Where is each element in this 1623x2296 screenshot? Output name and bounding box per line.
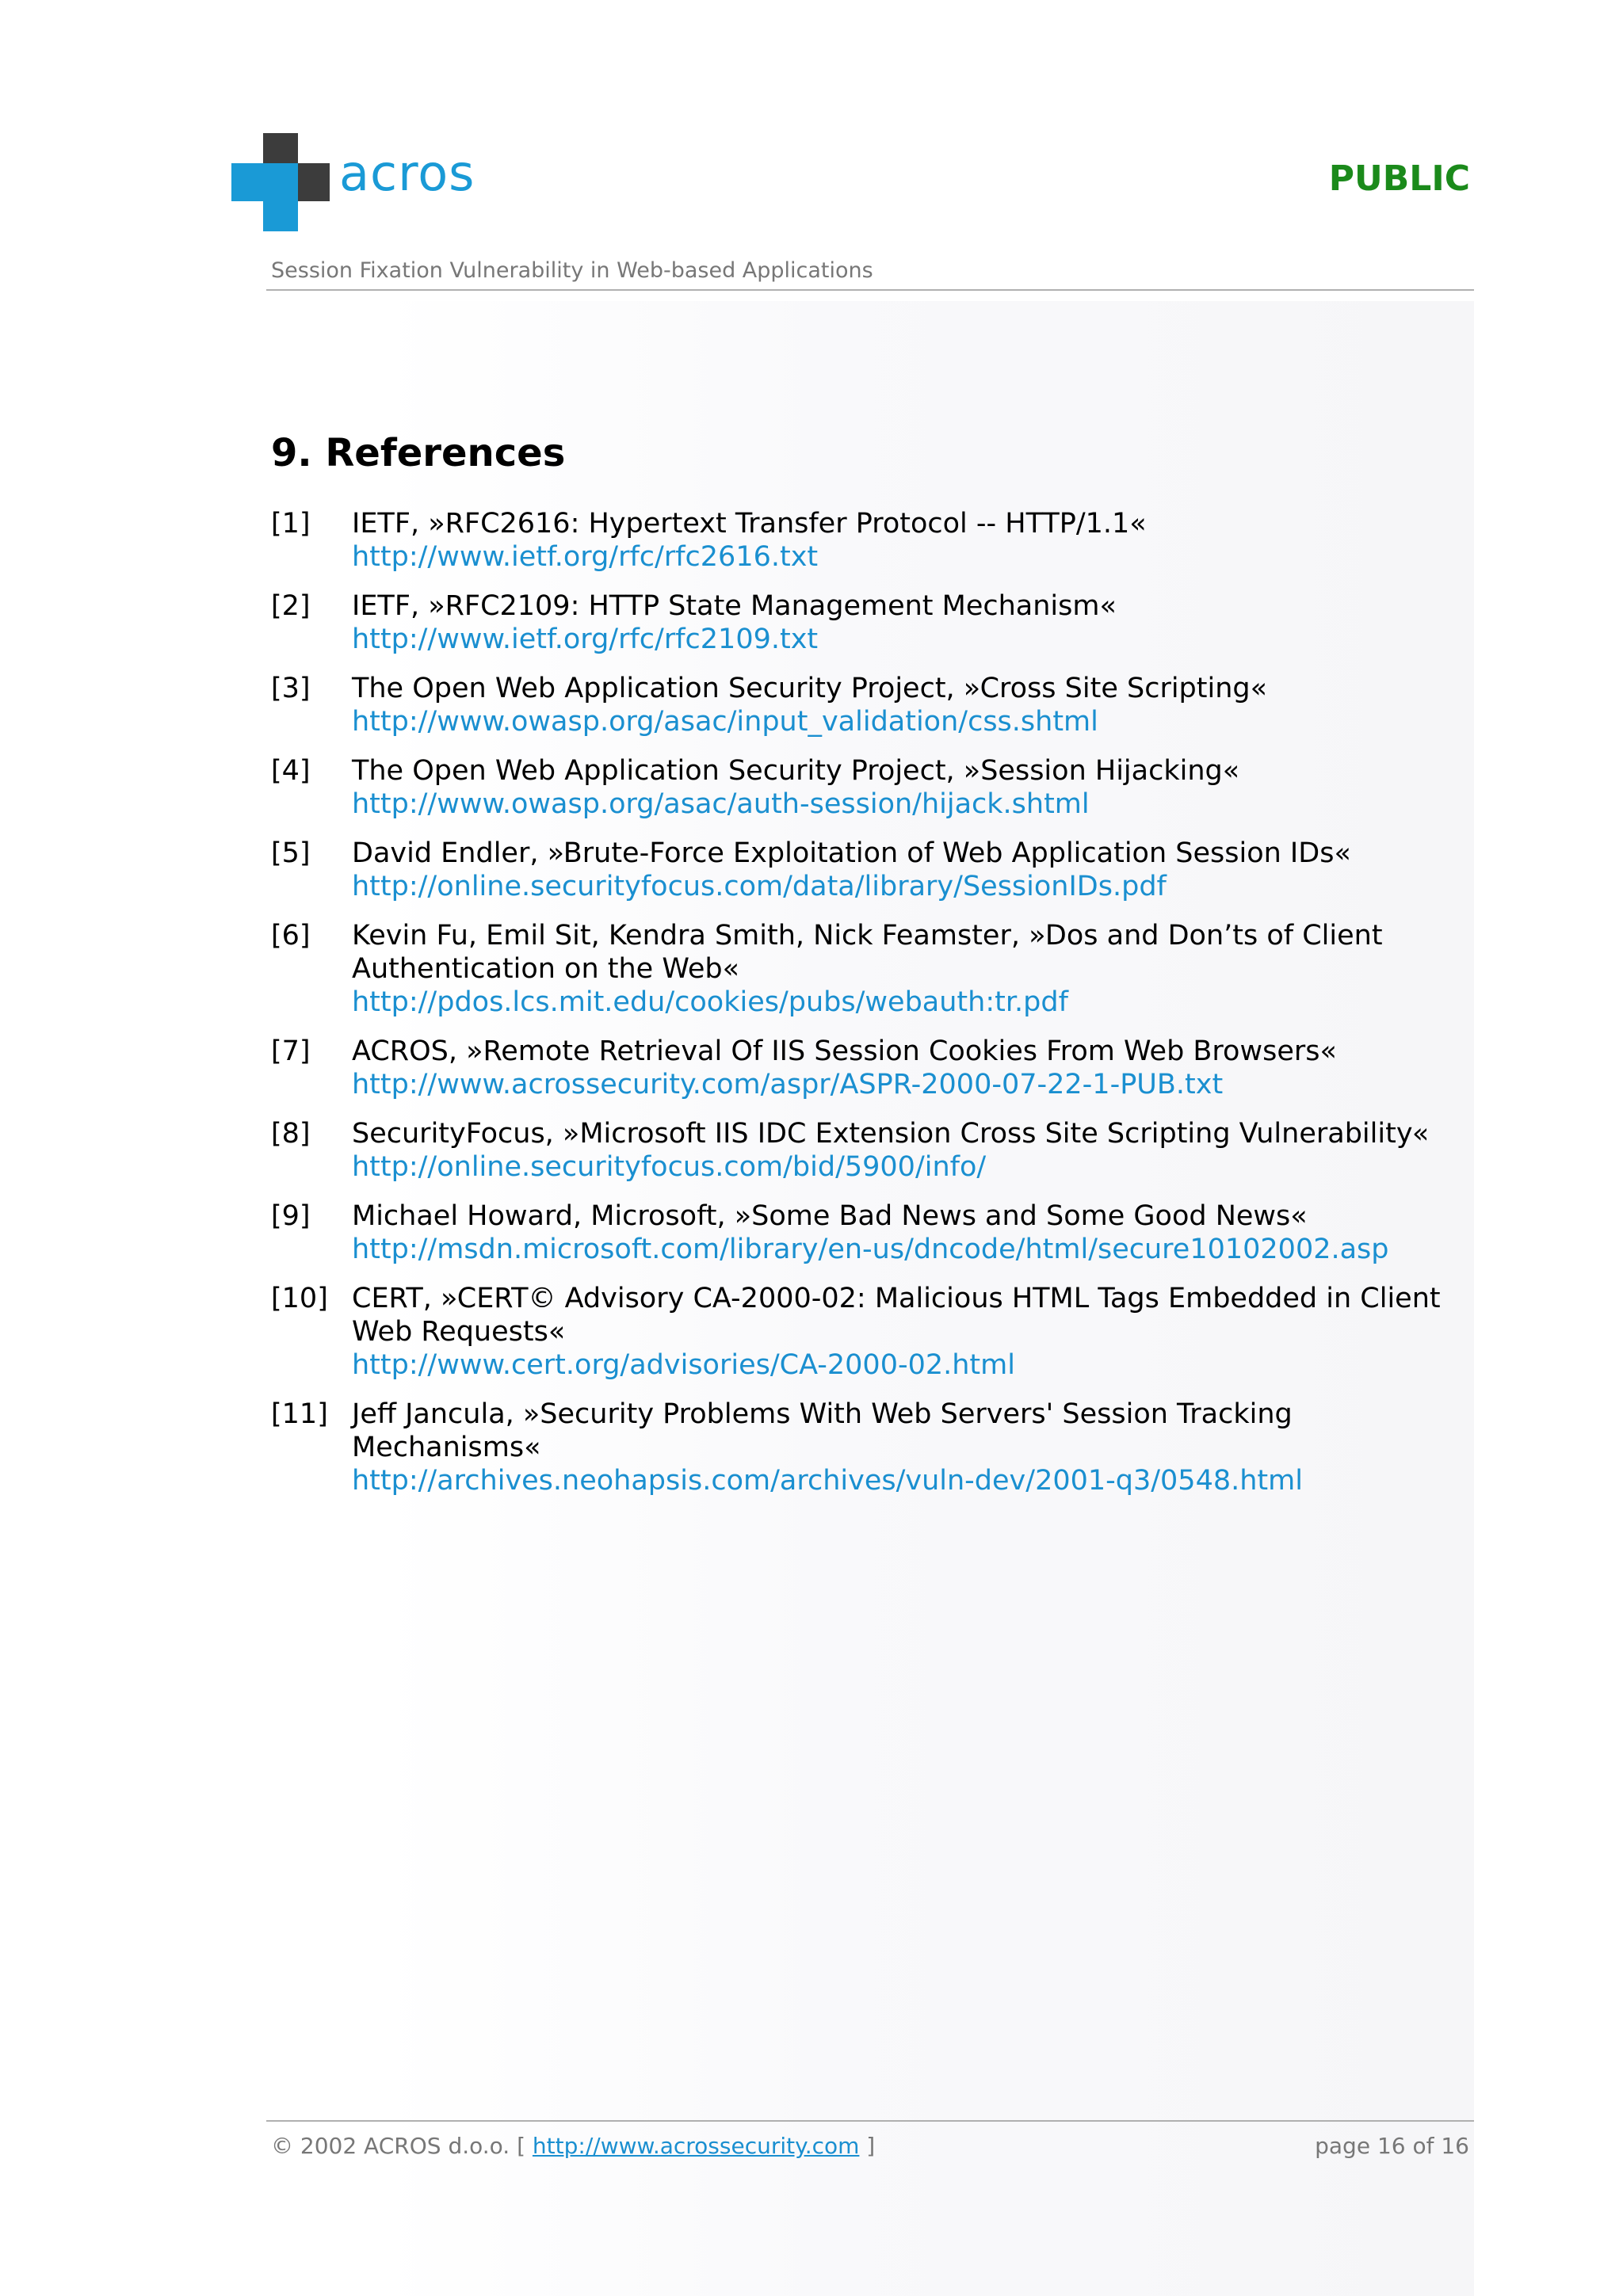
- reference-item: [271, 1199, 1476, 1266]
- reference-item: [271, 589, 1476, 656]
- reference-text: CERT, »CERT© Advisory CA-2000-02: Malicious HTML Tags Embedded in Client Web Requests«: [352, 1283, 1441, 1348]
- reference-item: [271, 754, 1476, 821]
- reference-number: [1]: [271, 508, 311, 540]
- reference-link[interactable]: http://www.cert.org/advisories/CA-2000-02.html: [352, 1349, 1015, 1381]
- reference-number: [4]: [271, 755, 311, 787]
- reference-number: [9]: [271, 1200, 311, 1232]
- reference-number: [6]: [271, 920, 311, 952]
- reference-link[interactable]: http://www.owasp.org/asac/input_validation/css.shtml: [352, 706, 1098, 738]
- reference-item: [271, 1398, 1476, 1497]
- reference-number: [10]: [271, 1283, 328, 1314]
- copyright-bracket: ]: [859, 2133, 876, 2159]
- reference-link[interactable]: http://pdos.lcs.mit.edu/cookies/pubs/webauth:tr.pdf: [352, 986, 1068, 1018]
- reference-text: ACROS, »Remote Retrieval Of IIS Session Cookies From Web Browsers«: [352, 1035, 1337, 1067]
- reference-link[interactable]: http://www.acrossecurity.com/aspr/ASPR-2000-07-22-1-PUB.txt: [352, 1069, 1224, 1100]
- reference-number: [5]: [271, 837, 311, 869]
- page-number: page 16 of 16: [1315, 2133, 1469, 2159]
- reference-link[interactable]: http://online.securityfocus.com/data/library/SessionIDs.pdf: [352, 871, 1167, 902]
- acros-logo: [231, 133, 501, 231]
- reference-item: [271, 919, 1476, 1019]
- logo-wordmark: acros: [339, 144, 475, 202]
- footer-divider: [266, 2120, 1474, 2122]
- reference-number: [2]: [271, 590, 311, 622]
- reference-link[interactable]: http://www.ietf.org/rfc/rfc2616.txt: [352, 541, 819, 573]
- references-list: [271, 507, 1476, 1513]
- acros-cross-logo-icon: [231, 133, 330, 231]
- reference-item: [271, 1117, 1476, 1184]
- reference-link[interactable]: http://archives.neohapsis.com/archives/vuln-dev/2001-q3/0548.html: [352, 1465, 1303, 1497]
- reference-link[interactable]: http://online.securityfocus.com/bid/5900/info/: [352, 1151, 987, 1183]
- reference-item: [271, 1035, 1476, 1101]
- reference-text: SecurityFocus, »Microsoft IIS IDC Extension Cross Site Scripting Vulnerability«: [352, 1118, 1430, 1150]
- reference-text: Kevin Fu, Emil Sit, Kendra Smith, Nick Feamster, »Dos and Don’ts of Client Authentication on the Web«: [352, 920, 1383, 985]
- reference-number: [7]: [271, 1035, 311, 1067]
- header-divider: [266, 289, 1474, 291]
- reference-text: The Open Web Application Security Project, »Cross Site Scripting«: [352, 673, 1268, 704]
- section-title: 9. References: [271, 431, 566, 475]
- reference-text: The Open Web Application Security Project, »Session Hijacking«: [352, 755, 1240, 787]
- reference-item: [271, 837, 1476, 903]
- reference-text: David Endler, »Brute-Force Exploitation of Web Application Session IDs«: [352, 837, 1351, 869]
- reference-link[interactable]: http://www.owasp.org/asac/auth-session/hijack.shtml: [352, 788, 1090, 820]
- footer-copyright: [271, 2133, 875, 2159]
- reference-text: IETF, »RFC2616: Hypertext Transfer Protocol -- HTTP/1.1«: [352, 508, 1147, 540]
- reference-text: Jeff Jancula, »Security Problems With Web Servers' Session Tracking Mechanisms«: [352, 1398, 1293, 1463]
- reference-text: IETF, »RFC2109: HTTP State Management Mechanism«: [352, 590, 1117, 622]
- reference-item: [271, 672, 1476, 738]
- footer-website-link[interactable]: http://www.acrossecurity.com: [532, 2133, 860, 2159]
- reference-link[interactable]: http://www.ietf.org/rfc/rfc2109.txt: [352, 624, 819, 655]
- copyright-text: © 2002 ACROS d.o.o. [: [271, 2133, 533, 2159]
- reference-item: [271, 507, 1476, 574]
- classification-label: PUBLIC: [1328, 158, 1470, 199]
- reference-number: [3]: [271, 673, 311, 704]
- reference-number: [11]: [271, 1398, 328, 1430]
- document-title: Session Fixation Vulnerability in Web-based Applications: [271, 258, 873, 283]
- reference-number: [8]: [271, 1118, 311, 1150]
- reference-link[interactable]: http://msdn.microsoft.com/library/en-us/dncode/html/secure10102002.asp: [352, 1234, 1389, 1265]
- reference-text: Michael Howard, Microsoft, »Some Bad News and Some Good News«: [352, 1200, 1308, 1232]
- reference-item: [271, 1282, 1476, 1382]
